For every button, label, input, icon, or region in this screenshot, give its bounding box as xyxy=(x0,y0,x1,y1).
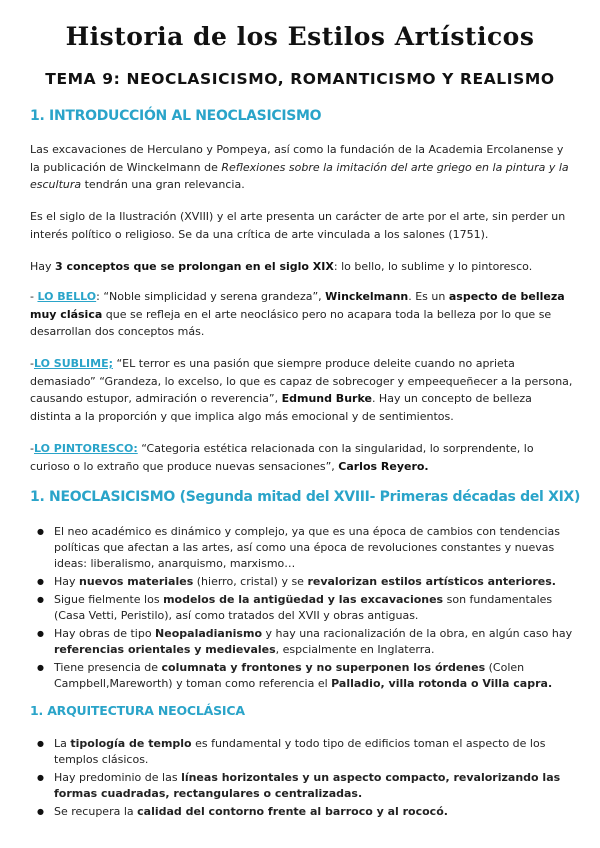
paragraph-ilustracion: Es el siglo de la Ilustración (XVIII) y el arte presenta un carácter de arte por el arte, sin perder un interés político o religioso. Se da una crítica de arte vinculada a los salones (1751). xyxy=(30,210,566,241)
section2-heading: 1. NEOCLASICISMO (Segunda mitad del XVIII- Primeras décadas del XIX) xyxy=(30,489,581,505)
list-item: ● Hay predominio de las líneas horizontales y un aspecto compacto, revalorizando las formas cuadradas, rectangulares o centralizadas. xyxy=(30,770,575,802)
section3-heading: 1. ARQUITECTURA NEOCLÁSICA xyxy=(30,703,245,718)
lo-bello-link[interactable]: LO BELLO xyxy=(37,290,97,303)
list-item: ● El neo académico es dinámico y complejo, ya que es una época de cambios con tendencias políticas que afectan a las artes, así como una época de revoluciones constantes y nuevas ideas: liberalismo, anarquismo, marxismo… xyxy=(30,524,575,572)
list-item: ● La tipología de templo es fundamental y todo tipo de edificios toman el aspecto de los templos clásicos. xyxy=(30,736,575,768)
document-subtitle: TEMA 9: NEOCLASICISMO, ROMANTICISMO Y REALISMO xyxy=(45,70,555,88)
section1-heading: 1. INTRODUCCIÓN AL NEOCLASICISMO xyxy=(30,108,322,124)
list-item: ● Hay nuevos materiales (hierro, cristal) y se revalorizan estilos artísticos anteriores. xyxy=(30,574,575,590)
list-item: ● Tiene presencia de columnata y frontones y no superponen los órdenes (Colen Campbell,Mareworth) y toman como referencia el Palladio, villa rotonda o Villa capra. xyxy=(30,660,575,692)
lo-sublime-link[interactable]: LO SUBLIME; xyxy=(33,357,113,370)
neoclasicismo-list xyxy=(30,524,575,694)
list-item: ● Se recupera la calidad del contorno frente al barroco y al rococó. xyxy=(30,804,575,820)
concept-lo-bello: - LO BELLO: “Noble simplicidad y serena grandeza”, Winckelmann. Es un aspecto de belleza muy clásica que se refleja en el arte neoclásico pero no acapara toda la belleza por lo que se desarrollan dos conceptos más. xyxy=(30,290,565,338)
list-item: ● Sigue fielmente los modelos de la antigüedad y las excavaciones son fundamentales (Casa Vetti, Peristilo), así como tratados del XVII y obras antiguas. xyxy=(30,592,575,624)
concept-lo-pintoresco: -LO PINTORESCO: “Categoria estética relacionada con la singularidad, lo sorprendente, lo curioso o lo extraño que produce nuevas sensaciones”, Carlos Reyero. xyxy=(30,442,534,473)
lo-pintoresco-link[interactable]: LO PINTORESCO: xyxy=(33,442,138,455)
paragraph-intro: Las excavaciones de Herculano y Pompeya, así como la fundación de la Academia Ercolanense y la publicación de Winckelmann de Reflexiones sobre la imitación del arte griego en la pintura y la escultura tendrán una gran relevancia. xyxy=(30,143,569,191)
arquitectura-list xyxy=(30,736,575,822)
paragraph-conceptos: Hay 3 conceptos que se prolongan en el siglo XIX: lo bello, lo sublime y lo pintoresco. xyxy=(30,260,533,273)
concept-lo-sublime: -LO SUBLIME; “EL terror es una pasión que siempre produce deleite cuando no aprieta demasiado” “Grandeza, lo excelso, lo que es capaz de sobrecoger y empeequeñecer a la persona, causando estupor, admiración o reverencia”, Edmund Burke. Hay un concepto de belleza distinta a la proporción y que implica algo más emocional y de sentimientos. xyxy=(30,357,573,423)
list-item: ● Hay obras de tipo Neopaladianismo y hay una racionalización de la obra, en algún caso hay referencias orientales y medievales, espcialmente en Inglaterra. xyxy=(30,626,575,658)
document-title: Historia de los Estilos Artísticos xyxy=(65,22,535,51)
